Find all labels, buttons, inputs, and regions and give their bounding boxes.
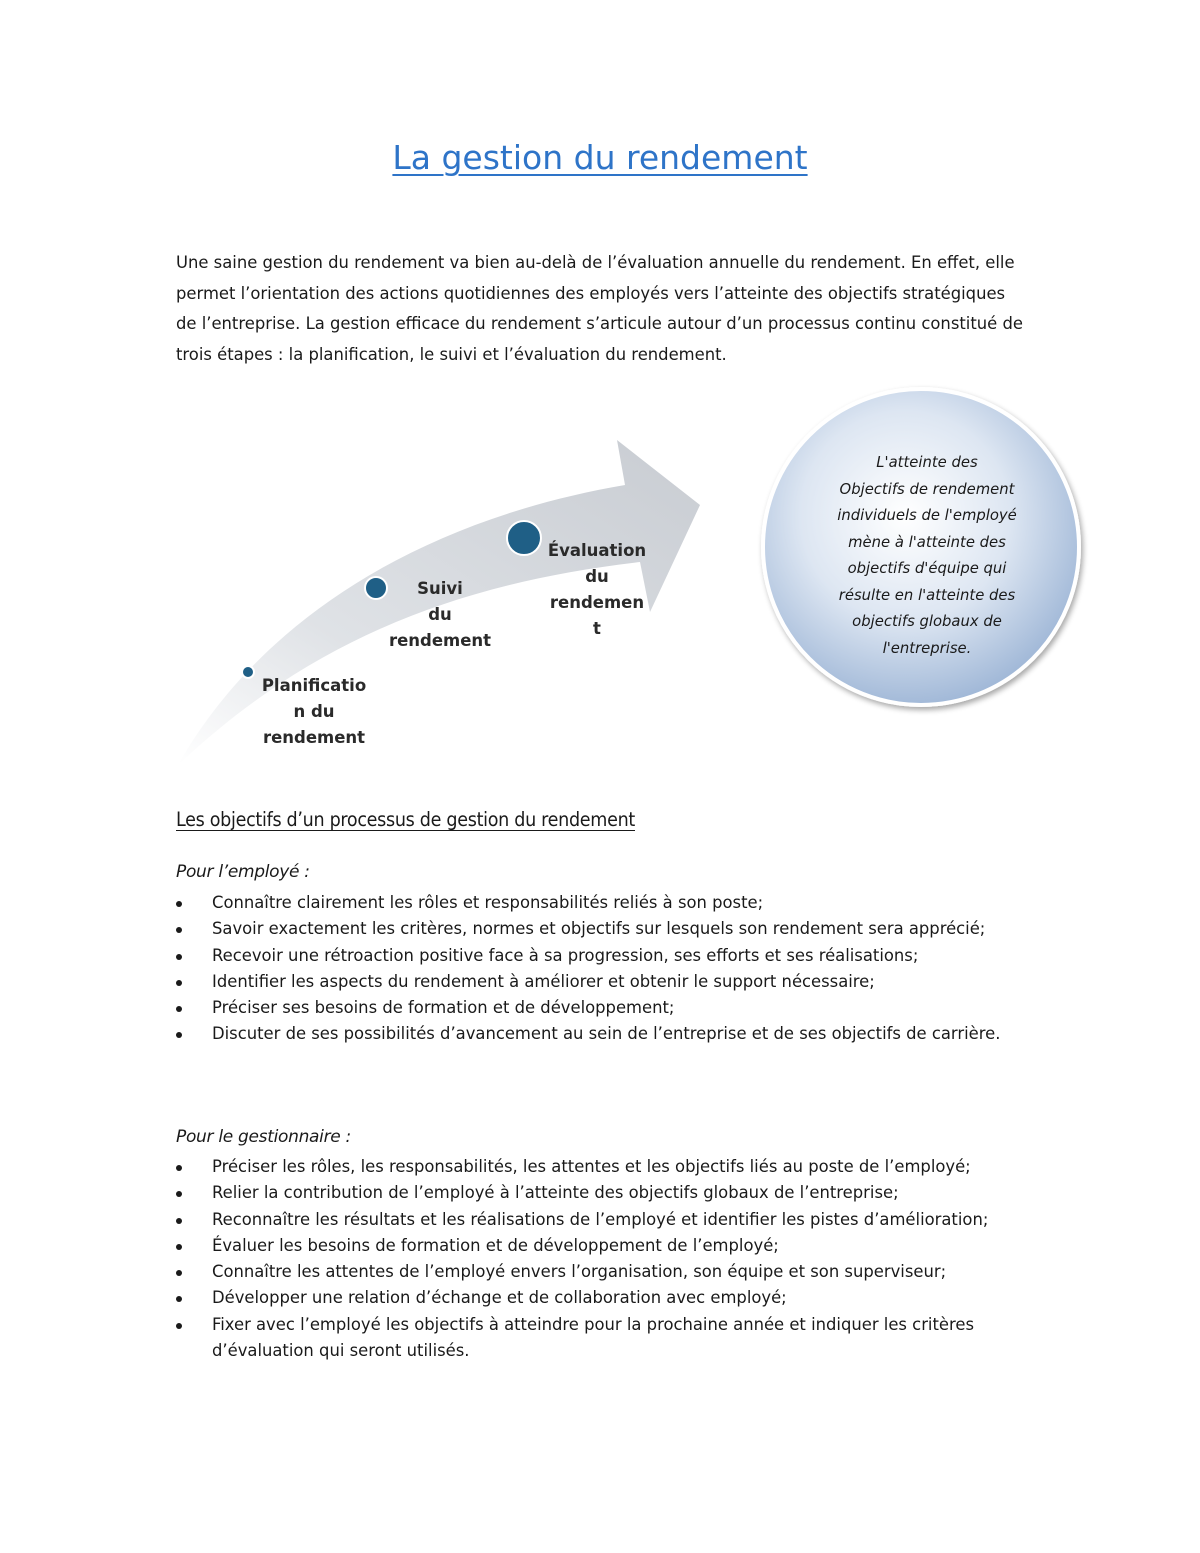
intro-paragraph: Une saine gestion du rendement va bien au-delà de l’évaluation annuelle du rendement. En effet, elle permet l’orientation des actions quotidiennes des employés vers l’atteinte des objectifs stratégiques de l’entreprise. La gestion efficace du rendement s’articule autour d’un processus continu constitué de trois étapes : la planification, le suivi et l’évaluation du rendement. (176, 253, 1023, 364)
bullet-icon (176, 1218, 182, 1224)
bullet-icon (176, 1006, 182, 1012)
list-item: Connaître clairement les rôles et responsabilités reliés à son poste; (176, 890, 1036, 916)
list-item: Identifier les aspects du rendement à améliorer et obtenir le support nécessaire; (176, 969, 1036, 995)
list-item: Discuter de ses possibilités d’avancement au sein de l’entreprise et de ses objectifs de carrière. (176, 1021, 1036, 1047)
bullet-icon (176, 980, 182, 986)
list-item: Reconnaître les résultats et les réalisations de l’employé et identifier les pistes d’amélioration; (176, 1207, 1036, 1233)
employe-objectives-list (176, 890, 1036, 1048)
bullet-icon (176, 901, 182, 907)
document-title: La gestion du rendement (392, 138, 808, 177)
step-label-planification: Planificatio n du rendement (261, 676, 367, 747)
list-item: Développer une relation d’échange et de collaboration avec employé; (176, 1285, 1036, 1311)
list-item: Savoir exactement les critères, normes et objectifs sur lesquels son rendement sera apprécié; (176, 916, 1036, 942)
bullet-icon (176, 1296, 182, 1302)
bullet-icon (176, 1270, 182, 1276)
bullet-icon (176, 927, 182, 933)
gestionnaire-objectives-list (176, 1154, 1036, 1364)
bullet-icon (176, 1244, 182, 1250)
gestionnaire-heading: Pour le gestionnaire : (176, 1127, 351, 1147)
list-item: Connaître les attentes de l’employé envers l’organisation, son équipe et son superviseur; (176, 1259, 1036, 1285)
section-heading: Les objectifs d’un processus de gestion du rendement (176, 808, 635, 831)
bullet-icon (176, 1191, 182, 1197)
goal-circle-text: L'atteinte des Objectifs de rendement individuels de l'employé mène à l'atteinte des objectifs d'équipe qui résulte en l'atteinte des objectifs globaux de l'entreprise. (837, 454, 1017, 657)
step-label-suivi: Suivi du rendement (388, 579, 492, 650)
list-item: Préciser ses besoins de formation et de développement; (176, 995, 1036, 1021)
employe-heading: Pour l’employé : (176, 862, 310, 882)
list-item: Fixer avec l’employé les objectifs à atteindre pour la prochaine année et indiquer les critères d’évaluation qui seront utilisés. (176, 1312, 1036, 1365)
list-item: Préciser les rôles, les responsabilités, les attentes et les objectifs liés au poste de l’employé; (176, 1154, 1036, 1180)
bullet-icon (176, 1032, 182, 1038)
bullet-icon (176, 1165, 182, 1171)
step-label-evaluation: Évaluation du rendemen t (547, 541, 647, 638)
bullet-icon (176, 954, 182, 960)
list-item: Recevoir une rétroaction positive face à sa progression, ses efforts et ses réalisations; (176, 943, 1036, 969)
bullet-icon (176, 1323, 182, 1329)
list-item: Relier la contribution de l’employé à l’atteinte des objectifs globaux de l’entreprise; (176, 1180, 1036, 1206)
step-dot-planification (242, 666, 254, 678)
step-dot-evaluation (507, 521, 541, 555)
list-item: Évaluer les besoins de formation et de développement de l’employé; (176, 1233, 1036, 1259)
